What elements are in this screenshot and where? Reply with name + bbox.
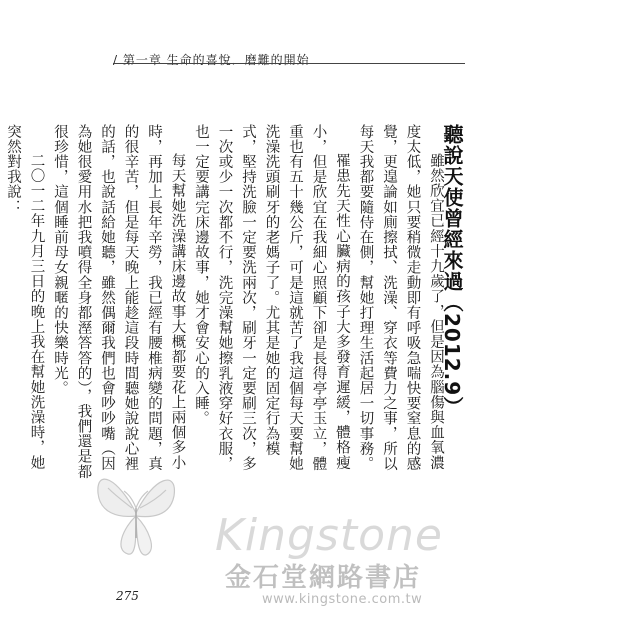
- paragraph-3: 每天幫她洗澡講床邊故事大概都要花上兩個多小時，再加上長年辛勞，我已經有腰椎病變的問題，真的很辛苦，但是每天晚上能趁這段時間聽她說說心裡的話，也說話給她聽，雖然偶爾我們也會吵吵嘴（因為她很愛用水把我噴得全身都溼答答的），我們還是都很珍惜，這個睡前母女親暱的快樂時光。: [52, 124, 186, 480]
- paragraph-2: 罹患先天性心臟病的孩子大多發育遲緩，體格瘦小，但是欣宜在我細心照顧下卻是長得亭亭玉立，體重也有五十幾公斤，可是這就苦了我這個每天要幫她洗澡洗頭刷牙的老媽子了。尤其是她的固定行為模式，堅持洗臉一定要洗兩次，刷牙一定要刷三次，多一次或少一次都不行，洗完澡幫她擦乳液穿好衣服，也一定要講完床邊故事，她才會安心的入睡。: [193, 124, 350, 472]
- page-number: 275: [116, 589, 139, 603]
- header-rule: [113, 63, 465, 64]
- running-header: / 第一章 生命的喜悅．磨難的開始: [113, 53, 310, 67]
- watermark-url: www.kingstone.com.tw: [262, 592, 423, 607]
- butterfly-icon: [88, 458, 183, 563]
- watermark-latin: Kingstone: [215, 510, 443, 561]
- watermark-chinese: 金石堂網路書店: [225, 563, 422, 593]
- paragraph-4: 二〇一二年九月三日的晚上我在幫她洗澡時，她突然對我說：: [5, 124, 45, 471]
- paragraph-1: 雖然欣宜已經十九歲了，但是因為腦傷與血氧濃度太低，她只要稍微走動即有呼吸急喘快要窒息的感覺，更遑論如廁擦拭、洗澡、穿衣等費力之事，所以每天我都要隨侍在側，幫她打理生活起居一切事務。: [357, 124, 444, 472]
- body-text: [5, 124, 447, 484]
- chapter-title: 聽說天使曾經來過（2012.9）: [440, 124, 464, 418]
